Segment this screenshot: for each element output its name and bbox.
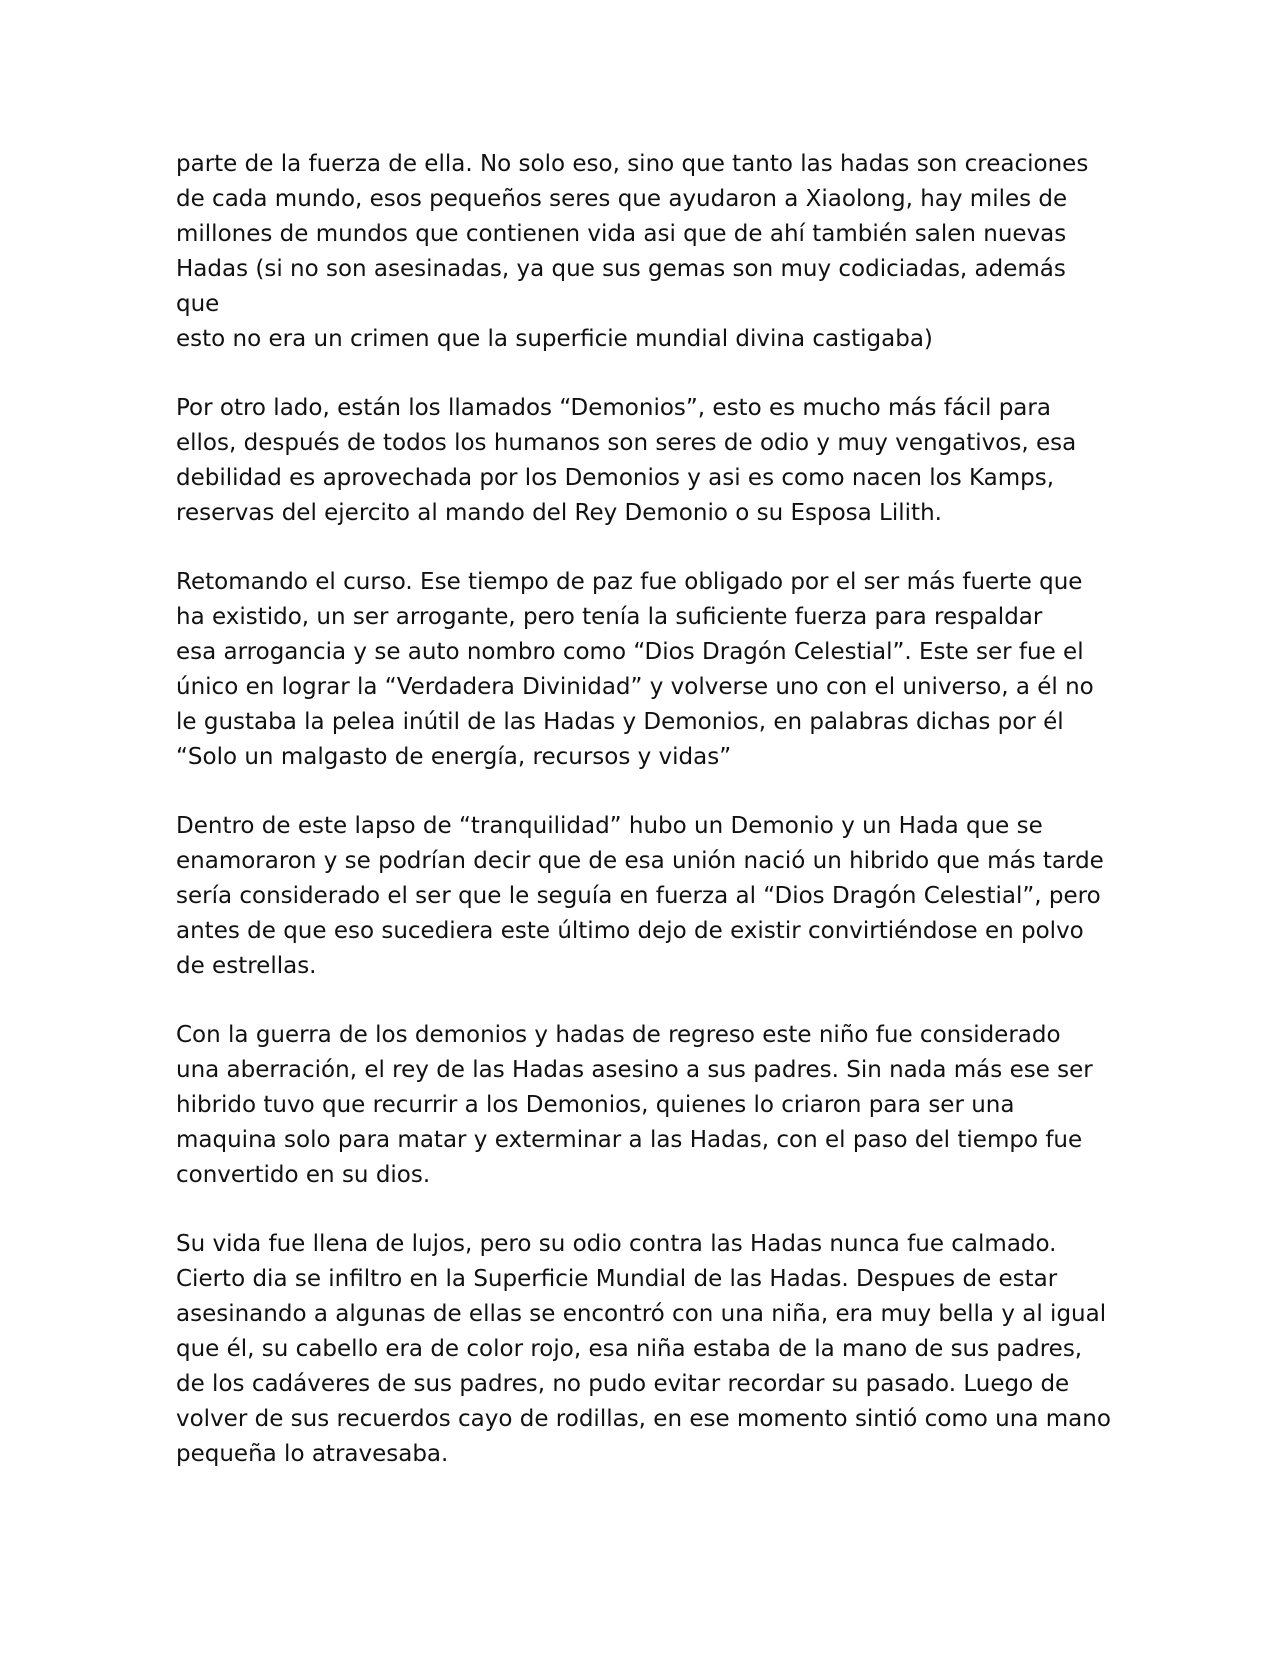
paragraph-5: Con la guerra de los demonios y hadas de regreso este niño fue considerado una aberración, el rey de las Hadas asesino a sus padres. Sin nada más ese ser hibrido tuvo que recurrir a los Demonios, quienes lo criaron para ser una maquina solo para matar y exterminar a las Hadas, con el paso del tiempo fue convertido en su dios.: [176, 1022, 1093, 1188]
document-body: [176, 147, 1116, 1506]
paragraph-4: Dentro de este lapso de “tranquilidad” hubo un Demonio y un Hada que se enamoraron y se podrían decir que de esa unión nació un hibrido que más tarde sería considerado el ser que le seguía en fuerza al “Dios Dragón Celestial”, pero antes de que eso sucediera este último dejo de existir convirtiéndose en polvo de estrellas.: [176, 813, 1104, 979]
paragraph-2: Por otro lado, están los llamados “Demonios”, esto es mucho más fácil para ellos, después de todos los humanos son seres de odio y muy vengativos, esa debilidad es aprovechada por los Demonios y asi es como nacen los Kamps, reservas del ejercito al mando del Rey Demonio o su Esposa Lilith.: [176, 395, 1077, 526]
paragraph-6: Su vida fue llena de lujos, pero su odio contra las Hadas nunca fue calmado. Cierto dia se infiltro en la Superficie Mundial de las Hadas. Despues de estar asesinando a algunas de ellas se encontró con una niña, era muy bella y al igual que él, su cabello era de color rojo, esa niña estaba de la mano de sus padres, de los cadáveres de sus padres, no pudo evitar recordar su pasado. Luego de volver de sus recuerdos cayo de rodillas, en ese momento sintió como una mano pequeña lo atravesaba.: [176, 1231, 1111, 1467]
paragraph-1: parte de la fuerza de ella. No solo eso, sino que tanto las hadas son creaciones de cada mundo, esos pequeños seres que ayudaron a Xiaolong, hay miles de millones de mundos que contienen vida asi que de ahí también salen nuevas Hadas (si no son asesinadas, ya que sus gemas son muy codiciadas, además que esto no era un crimen que la superficie mundial divina castigaba): [176, 151, 1089, 352]
paragraph-3: Retomando el curso. Ese tiempo de paz fue obligado por el ser más fuerte que ha existido, un ser arrogante, pero tenía la suficiente fuerza para respaldar esa arrogancia y se auto nombro como “Dios Dragón Celestial”. Este ser fue el único en lograr la “Verdadera Divinidad” y volverse uno con el universo, a él no le gustaba la pelea inútil de las Hadas y Demonios, en palabras dichas por él “Solo un malgasto de energía, recursos y vidas”: [176, 569, 1094, 770]
